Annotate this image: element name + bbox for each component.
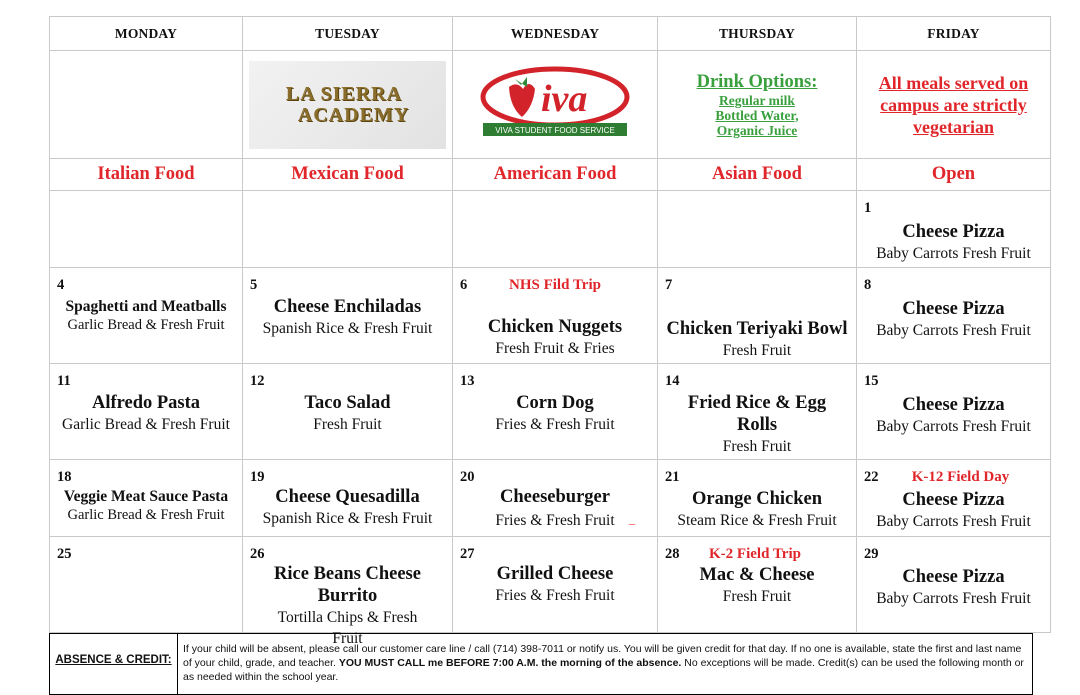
event-label: NHS Fild Trip [509, 277, 601, 293]
meal-sides: Baby Carrots Fresh Fruit [876, 245, 1031, 262]
category-thursday: Asian Food [658, 159, 857, 191]
calendar-cell [50, 537, 243, 633]
day-header-friday: FRIDAY [857, 17, 1051, 51]
day-number: 13 [460, 373, 475, 389]
meal-sides: Spanish Rice & Fresh Fruit [262, 510, 433, 527]
meal-name: Cheeseburger [500, 487, 610, 507]
meal-sides: Fresh Fruit [722, 438, 792, 455]
viva-wordmark: iva [541, 78, 588, 120]
day-number: 8 [864, 277, 872, 293]
meal-name: Spaghetti and Meatballs [65, 298, 227, 315]
calendar-cell [658, 268, 857, 364]
category-tuesday: Mexican Food [243, 159, 453, 191]
event-label: K-12 Field Day [911, 469, 1010, 485]
category-monday: Italian Food [50, 159, 243, 191]
calendar-cell [453, 460, 658, 537]
meal-name: Cheese Pizza [902, 490, 1005, 510]
meal-name: Rice Beans Cheese Burrito [274, 564, 421, 606]
day-header-thursday: THURSDAY [658, 17, 857, 51]
calendar-cell [857, 537, 1051, 633]
day-number: 5 [250, 277, 258, 293]
day-number: 20 [460, 469, 475, 485]
calendar-cell [857, 460, 1051, 537]
drink-item: Organic Juice [716, 122, 798, 138]
info-empty-cell [50, 51, 243, 159]
day-number: 1 [864, 200, 872, 216]
absence-text-part: If your child will be absent, please call our customer care line / call (714) 398-7011 or notify us. You will be given credit for that day. If no one is available, state the first and last name of your child, grade, and teacher. [183, 643, 1022, 669]
day-header-tuesday: TUESDAY [243, 17, 453, 51]
absence-credit-box [49, 633, 1033, 695]
meal-sides: Baby Carrots Fresh Fruit [876, 513, 1031, 530]
day-number: 22 [864, 469, 879, 485]
logo-line-1: LA SIERRA [285, 82, 403, 105]
meal-name: Mac & Cheese [699, 565, 815, 585]
meal-sides: Baby Carrots Fresh Fruit [876, 418, 1031, 435]
calendar-cell-empty [453, 191, 658, 268]
day-number: 15 [864, 373, 879, 389]
day-number: 19 [250, 469, 265, 485]
absence-credit-text [178, 634, 1032, 694]
day-number: 4 [57, 277, 65, 293]
calendar-cell [453, 537, 658, 633]
stray-mark: _ [629, 512, 635, 526]
lunch-menu-calendar [49, 16, 1051, 647]
meal-name: Orange Chicken [691, 489, 822, 509]
calendar-cell [50, 460, 243, 537]
day-number: 28 [665, 546, 680, 562]
meal-name: Corn Dog [516, 393, 594, 413]
absence-text-bold: YOU MUST CALL me BEFORE 7:00 A.M. the morning of the absence. [338, 657, 682, 669]
calendar-cell [453, 364, 658, 460]
calendar-cell [658, 460, 857, 537]
day-number: 29 [864, 546, 879, 562]
meal-name: Cheese Pizza [902, 395, 1005, 415]
meal-name: Cheese Pizza [902, 299, 1005, 319]
calendar-cell [243, 537, 453, 647]
calendar-cell [857, 268, 1051, 364]
day-number: 21 [665, 469, 680, 485]
meal-sides: Fries & Fresh Fruit [495, 416, 615, 433]
meal-sides: Tortilla Chips & Fresh Fruit [277, 609, 418, 647]
meal-sides: Garlic Bread & Fresh Fruit [67, 507, 225, 523]
meal-sides: Baby Carrots Fresh Fruit [876, 590, 1031, 607]
meal-name: Taco Salad [304, 393, 391, 413]
meal-name: Chicken Nuggets [487, 317, 623, 337]
calendar-cell [243, 364, 453, 460]
calendar-cell [50, 268, 243, 364]
day-header-wednesday: WEDNESDAY [453, 17, 658, 51]
day-number: 12 [250, 373, 265, 389]
viva-logo-cell [453, 51, 658, 159]
day-header-monday: MONDAY [50, 17, 243, 51]
drink-options-cell [658, 51, 857, 159]
meal-sides: Garlic Bread & Fresh Fruit [67, 317, 225, 333]
drink-item: Regular milk [719, 92, 795, 108]
day-number: 14 [665, 373, 680, 389]
day-number: 27 [460, 546, 475, 562]
day-number: 11 [57, 373, 71, 389]
calendar-cell [453, 268, 658, 364]
meal-sides: Baby Carrots Fresh Fruit [876, 322, 1031, 339]
vegetarian-note-cell [857, 51, 1051, 159]
category-friday: Open [857, 159, 1051, 191]
calendar-cell [857, 191, 1051, 268]
meal-name: Cheese Enchiladas [273, 297, 422, 317]
meal-sides: Fries & Fresh Fruit [495, 512, 615, 529]
calendar-cell [50, 364, 243, 460]
la-sierra-academy-logo [249, 61, 446, 149]
drink-options-title: Drink Options: [696, 71, 818, 92]
absence-credit-label: ABSENCE & CREDIT: [50, 634, 178, 694]
logo-line-2: ACADEMY [297, 103, 410, 126]
meal-name: Cheese Pizza [902, 567, 1005, 587]
meal-sides: Fries & Fresh Fruit [495, 587, 615, 604]
calendar-cell-empty [243, 191, 453, 268]
meal-name: Alfredo Pasta [91, 393, 201, 413]
viva-food-service-logo [479, 65, 631, 144]
meal-sides: Spanish Rice & Fresh Fruit [262, 320, 433, 337]
meal-sides: Fresh Fruit & Fries [495, 340, 615, 357]
meal-name: Cheese Pizza [902, 222, 1005, 242]
meal-sides: Fresh Fruit [722, 342, 792, 359]
meal-sides: Garlic Bread & Fresh Fruit [62, 416, 230, 433]
calendar-cell [243, 268, 453, 364]
category-wednesday: American Food [453, 159, 658, 191]
day-number: 25 [57, 546, 72, 562]
day-number: 18 [57, 469, 72, 485]
event-label: K-2 Field Trip [709, 546, 801, 562]
meal-name: Veggie Meat Sauce Pasta [63, 488, 229, 505]
calendar-cell [658, 364, 857, 460]
calendar-cell-empty [658, 191, 857, 268]
meal-sides: Steam Rice & Fresh Fruit [677, 512, 837, 529]
meal-name: Grilled Cheese [496, 564, 614, 584]
day-number: 7 [665, 277, 673, 293]
calendar-cell [658, 537, 857, 633]
meal-sides: Fresh Fruit [313, 416, 382, 433]
day-number: 26 [250, 546, 265, 562]
meal-name: Chicken Teriyaki Bowl [666, 319, 848, 339]
viva-tagline: VIVA STUDENT FOOD SERVICE [495, 126, 615, 135]
drink-item: Bottled Water, [715, 107, 799, 123]
day-number: 6 [460, 277, 468, 293]
meal-name: Cheese Quesadilla [275, 487, 420, 507]
vegetarian-note: All meals served on campus are strictly vegetarian [878, 72, 1029, 137]
la-sierra-logo-cell [243, 51, 453, 159]
calendar-cell [243, 460, 453, 537]
absence-text-part: No exceptions will be made. Credit(s) can be used the following month or as needed within the school year. [183, 657, 1024, 683]
meal-sides: Fresh Fruit [722, 588, 792, 605]
calendar-cell-empty [50, 191, 243, 268]
calendar-cell [857, 364, 1051, 460]
meal-name: Fried Rice & Egg Rolls [687, 393, 827, 435]
